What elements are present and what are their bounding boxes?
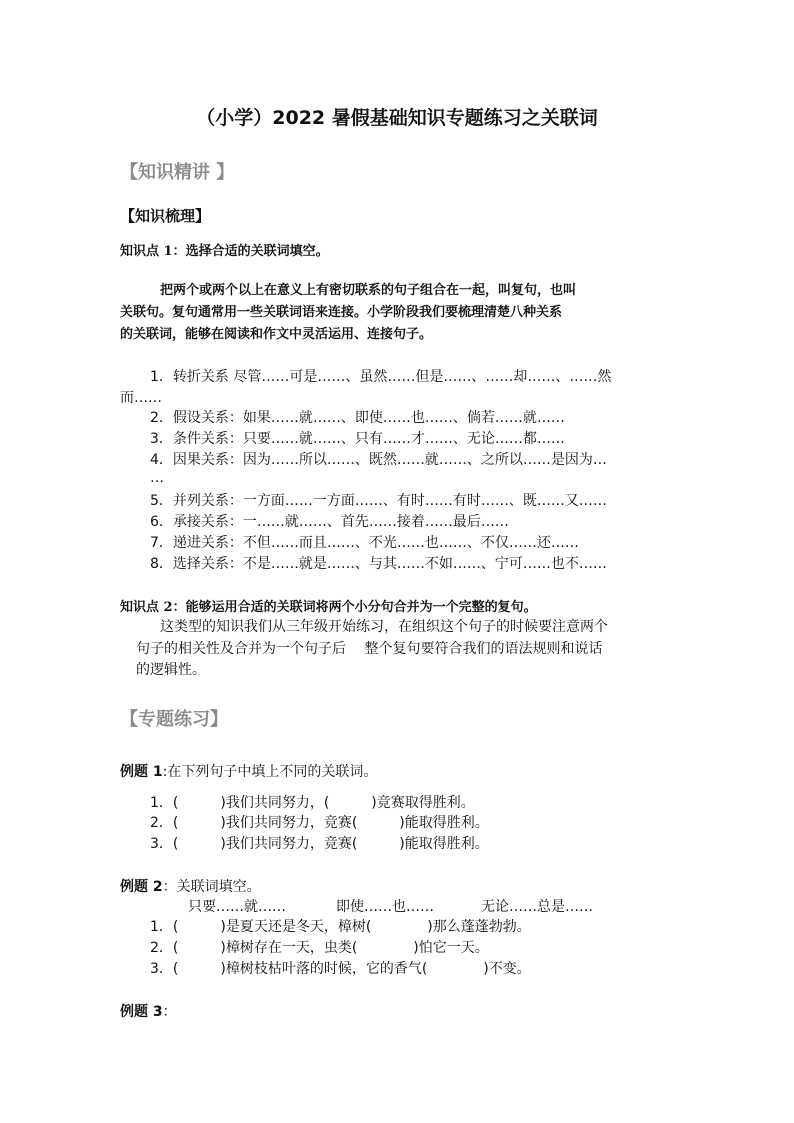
example-2-text: ：关联词填空。 (162, 879, 261, 895)
example-1-text: :在下列句子中填上不同的关联词。 (162, 764, 378, 780)
subsection-review-heading: 【知识梳理】 (120, 207, 211, 225)
relation-item-1-cont: 而…… (120, 390, 162, 406)
example-1-item-2: 2．( )我们共同努力，竞赛( )能取得胜利。 (150, 815, 489, 831)
example-1-prompt (120, 761, 377, 781)
relation-item-4-cont: … (150, 470, 164, 486)
kp1-heading: 知识点 1：选择合适的关联词填空。 (120, 244, 329, 259)
relation-item-1: 1．转折关系 尽管……可是……、虽然……但是……、……却……、……然 (150, 369, 612, 385)
kp2-line2: 句子的相关性及合并为一个句子后 整个复句要符合我们的语法规则和说话 (136, 641, 603, 657)
example-2-word-2: 即使……也…… (336, 899, 434, 915)
relation-item-8: 8．选择关系：不是……就是……、与其……不如……、宁可……也不…… (150, 556, 607, 572)
example-1-label: 例题 1 (120, 764, 163, 780)
example-2-item-3: 3．( )樟树枝枯叶落的时候，它的香气( )不变。 (150, 961, 531, 977)
section-practice-heading: 【专题练习】 (120, 709, 228, 730)
relation-item-6: 6．承接关系：一……就……、首先……接着……最后…… (150, 514, 509, 530)
kp1-paragraph-line3: 的关联词，能够在阅读和作文中灵活运用、连接句子。 (120, 327, 433, 342)
example-3-text: ： (162, 1004, 177, 1020)
kp1-paragraph-line2: 关联句。复句通常用一些关联词语来连接。小学阶段我们要梳理清楚八种关系 (120, 305, 563, 320)
example-1-item-3: 3．( )我们共同努力，竞赛( )能取得胜利。 (150, 836, 489, 852)
kp1-paragraph-line1: 把两个或两个以上在意义上有密切联系的句子组合在一起，叫复句，也叫 (160, 283, 577, 298)
relation-item-3: 3．条件关系：只要……就……、只有……才……、无论……都…… (150, 431, 565, 447)
page-title: （小学）2022 暑假基础知识专题练习之关联词 (196, 107, 598, 129)
example-2-item-2: 2．( )樟树存在一天，虫类( )怕它一天。 (150, 940, 489, 956)
relation-item-7: 7．递进关系：不但……而且……、不光……也……、不仅……还…… (150, 535, 579, 551)
relation-item-4: 4．因果关系：因为……所以……、既然……就……、之所以……是因为… (150, 452, 607, 468)
example-3-label: 例题 3 (120, 1004, 163, 1020)
example-1-item-1: 1．( )我们共同努力，( )竞赛取得胜利。 (150, 795, 475, 811)
example-2-item-1: 1．( )是夏天还是冬天，樟树( )那么蓬蓬勃勃。 (150, 919, 531, 935)
kp2-line1: 这类型的知识我们从三年级开始练习，在组织这个句子的时候要注意两个 (160, 619, 608, 635)
example-3-prompt (120, 1001, 177, 1021)
relation-item-5: 5．并列关系：一方面……一方面……、有时……有时……、既……又…… (150, 493, 607, 509)
kp2-line3: 的逻辑性。 (136, 662, 206, 678)
relation-item-2: 2．假设关系：如果……就……、即使……也……、倘若……就…… (150, 410, 565, 426)
example-2-label: 例题 2 (120, 879, 163, 895)
example-2-prompt (120, 876, 261, 896)
section-knowledge-heading: 【知识精讲 】 (120, 162, 235, 183)
kp2-heading: 知识点 2：能够运用合适的关联词将两个小分句合并为一个完整的复句。 (120, 600, 537, 615)
example-2-word-3: 无论……总是…… (481, 899, 593, 915)
example-2-word-1: 只要……就…… (188, 899, 286, 915)
